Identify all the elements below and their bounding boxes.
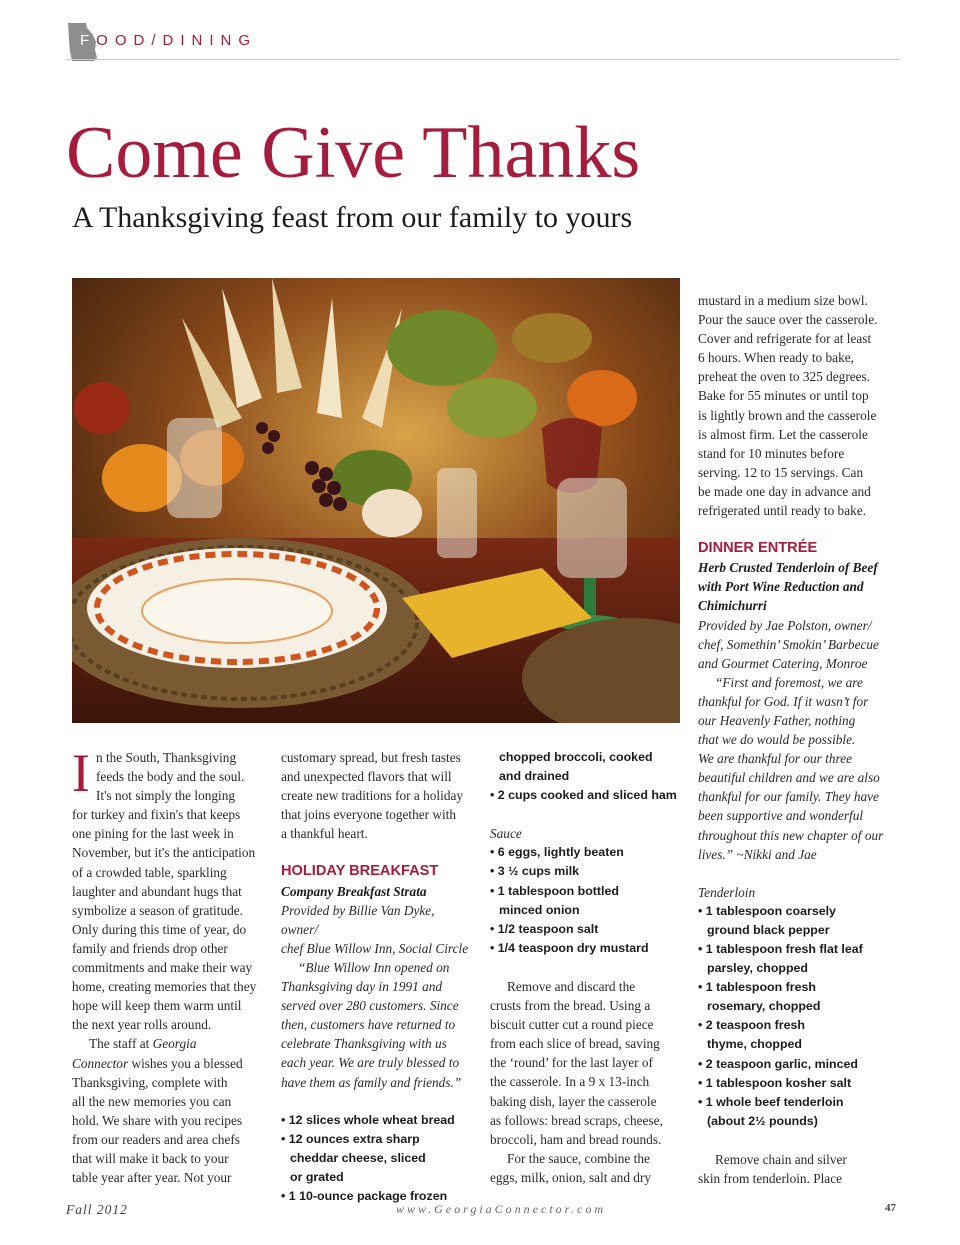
article-subtitle: A Thanksgiving feast from our family to yours xyxy=(72,201,633,234)
ingredient-list-cont: chopped broccoli, cooked and drained • 2 cups cooked and sliced ham xyxy=(490,750,677,803)
tenderloin-label: Tenderloin xyxy=(698,884,756,900)
footer-url: www.GeorgiaConnector.com xyxy=(396,1202,606,1216)
body-column-3 xyxy=(490,748,680,1187)
sauce-ingredient-list: • 6 eggs, lightly beaten • 3 ½ cups milk • 1 tablespoon bottled minced onion • 1/2 teaspoon salt • 1/4 teaspoon dry mustard xyxy=(490,845,649,955)
intro-paragraph-cont: customary spread, but fresh tastes and unexpected flavors that will create new traditions for a holiday that joins everyone together with a thankful heart. xyxy=(281,750,464,842)
sauce-label: Sauce xyxy=(490,826,522,842)
body-column-2 xyxy=(281,748,471,1206)
thanksgiving-table-photo xyxy=(72,278,680,723)
body-column-4 xyxy=(698,291,888,1188)
tenderloin-ingredient-list: • 1 tablespoon coarsely ground black pepper • 1 tablespoon fresh flat leaf parsley, chopped • 1 tablespoon fresh rosemary, chopped • 2 teaspoon fresh thyme, chopped • 2 teaspoon garlic, minced • 1 tablespoon kosher salt • 1 whole beef tenderloin (about 2½ pounds) xyxy=(698,903,863,1128)
recipe-name-tenderloin: Herb Crusted Tenderloin of Beef with Port Wine Reduction and Chimichurri xyxy=(698,560,878,614)
page-number: 47 xyxy=(885,1202,896,1214)
recipe-quote: “Blue Willow Inn opened on Thanksgiving day in 1991 and served over 280 customers. Since then, customers have returned to celebrate Thanksgiving with us each year. We are truly blessed to have them as family and friends.” xyxy=(281,959,462,1090)
intro-paragraph: n the South, Thanksgiving feeds the body and the soul. It's not simply the longing for turkey and fixin's that keeps one pining for the last week in November, but it's the anticipation of a crowded table, sparkling laughter and abundant hugs that symbolize a season of gratitude. Only during this time of year, do family and friends drop other commitments and make their way home, creating memories that they hope will keep them warm until the next year rolls around. xyxy=(72,750,257,1033)
recipe-quote-2: “First and foremost, we are thankful for God. If it wasn’t for our Heavenly Father, nothing that we do would be possible. We are thankful for our three beautiful children and we are also thankful for our family. They have been supportive and wonderful throughout this new chapter of our lives.” ~Nikki and Jae xyxy=(698,674,884,862)
section-header xyxy=(66,22,900,62)
holiday-breakfast-heading: HOLIDAY BREAKFAST xyxy=(281,863,439,880)
footer-season: Fall 2012 xyxy=(66,1202,128,1217)
method-paragraph-cont: mustard in a medium size bowl. Pour the sauce over the casserole. Cover and refrigerate for at least 6 hours. When ready to bake, preheat the oven to 325 degrees. Bake for 55 minutes or until top is lightly brown and the casserole is almost firm. Let the casserole stand for 10 minutes before serving. 12 to 15 servings. Can be made one day in advance and refrigerated until ready to bake. xyxy=(698,293,878,519)
header-rule xyxy=(66,59,900,60)
ingredient-list: • 12 slices whole wheat bread • 12 ounces extra sharp cheddar cheese, sliced or grated • 1 10-ounce package frozen xyxy=(281,1112,455,1203)
method-paragraph: Remove and discard the crusts from the bread. Using a biscuit cutter cut a round piece from each slice of bread, saving the ‘round’ for the last layer of the casserole. In a 9 x 13-inch baking dish, layer the casserole as follows: bread scraps, cheese, broccoli, ham and bread rounds. xyxy=(490,978,663,1147)
recipe-credit-2: Provided by Jae Polston, owner/ chef, Somethin’ Smokin’ Barbecue and Gourmet Catering, Monroe xyxy=(698,617,879,671)
article-title: Come Give Thanks xyxy=(66,112,641,194)
drop-cap: I xyxy=(72,743,90,803)
section-label: FOOD/DINING xyxy=(80,32,258,49)
dinner-entree-heading: DINNER ENTRÉE xyxy=(698,540,818,557)
method-paragraph-2: For the sauce, combine the eggs, milk, onion, salt and dry xyxy=(490,1150,652,1185)
recipe-credit: Provided by Billie Van Dyke, owner/ chef Blue Willow Inn, Social Circle xyxy=(281,902,469,956)
recipe-name-strata: Company Breakfast Strata xyxy=(281,883,427,899)
body-column-1 xyxy=(72,743,262,1187)
staff-paragraph: The staff at Georgia Connector wishes you a blessed Thanksgiving, complete with all the new memories you can hold. We share with you recipes from our readers and area chefs that will make it back to your table year after year. Not your xyxy=(72,1036,243,1186)
tenderloin-method: Remove chain and silver skin from tenderloin. Place xyxy=(698,1151,847,1187)
